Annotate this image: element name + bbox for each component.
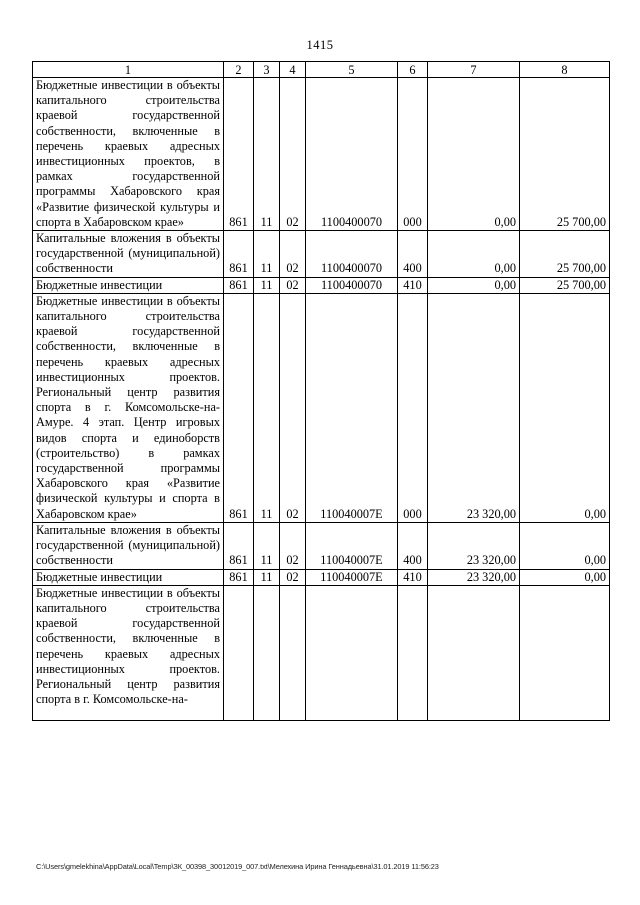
cell-target-article: 1100400070 <box>306 231 398 278</box>
cell-empty <box>224 585 254 720</box>
col-header: 7 <box>428 62 520 78</box>
cell-section: 11 <box>254 522 280 569</box>
page-number: 1415 <box>306 38 334 52</box>
cell-amount-8: 25 700,00 <box>520 231 610 278</box>
cell-section: 11 <box>254 293 280 522</box>
cell-target-article: 1100400070 <box>306 78 398 231</box>
cell-expense-type: 400 <box>398 231 428 278</box>
cell-expense-type: 000 <box>398 293 428 522</box>
cell-ministry-code: 861 <box>224 78 254 231</box>
cell-amount-8: 25 700,00 <box>520 78 610 231</box>
cell-ministry-code: 861 <box>224 293 254 522</box>
row-description: Бюджетные инвестиции в объекты капитального строительства краевой государственной собственности, включенные в перечень краевых адресных инвестиционных проектов. Региональный центр развития спорта в г. Комсомольске-на-Амуре. 4 этап. Центр игровых видов спорта и единоборств (строительство) в рамках государственной программы Хабаровского края «Развитие физической культуры и спорта в Хабаровском крае» <box>33 293 224 522</box>
header-row <box>33 62 610 78</box>
table-row <box>33 231 610 278</box>
row-description: Капитальные вложения в объекты государственной (муниципальной) собственности <box>33 231 224 278</box>
cell-amount-7: 23 320,00 <box>428 522 520 569</box>
cell-ministry-code: 861 <box>224 277 254 293</box>
cell-expense-type: 410 <box>398 277 428 293</box>
cell-subsection: 02 <box>280 293 306 522</box>
col-header: 2 <box>224 62 254 78</box>
row-description: Бюджетные инвестиции <box>33 569 224 585</box>
col-header: 8 <box>520 62 610 78</box>
cell-amount-8: 0,00 <box>520 522 610 569</box>
row-description: Бюджетные инвестиции в объекты капитального строительства краевой государственной собственности, включенные в перечень краевых адресных инвестиционных проектов. Региональный центр развития спорта в г. Комсомольске-на- <box>33 585 224 720</box>
footer-file-path: C:\Users\gmelekhina\AppData\Local\Temp\ЗК_00398_30012019_007.txt\Мелехина Ирина Геннадьевна\31.01.2019 11:56:23 <box>36 862 439 871</box>
cell-empty <box>398 585 428 720</box>
col-header: 4 <box>280 62 306 78</box>
table-row <box>33 293 610 522</box>
cell-amount-7: 0,00 <box>428 231 520 278</box>
cell-amount-7: 23 320,00 <box>428 569 520 585</box>
table-row <box>33 569 610 585</box>
table-row <box>33 277 610 293</box>
cell-subsection: 02 <box>280 522 306 569</box>
cell-target-article: 110040007E <box>306 293 398 522</box>
cell-subsection: 02 <box>280 569 306 585</box>
cell-expense-type: 410 <box>398 569 428 585</box>
col-header: 5 <box>306 62 398 78</box>
cell-amount-8: 0,00 <box>520 569 610 585</box>
cell-target-article: 110040007E <box>306 522 398 569</box>
cell-subsection: 02 <box>280 231 306 278</box>
table-row <box>33 78 610 231</box>
cell-amount-8: 25 700,00 <box>520 277 610 293</box>
cell-ministry-code: 861 <box>224 522 254 569</box>
budget-table <box>32 61 610 721</box>
cell-expense-type: 000 <box>398 78 428 231</box>
cell-amount-7: 0,00 <box>428 277 520 293</box>
cell-empty <box>520 585 610 720</box>
cell-section: 11 <box>254 231 280 278</box>
cell-empty <box>306 585 398 720</box>
cell-ministry-code: 861 <box>224 569 254 585</box>
cell-subsection: 02 <box>280 277 306 293</box>
table-row <box>33 522 610 569</box>
row-description: Капитальные вложения в объекты государственной (муниципальной) собственности <box>33 522 224 569</box>
table-row-continued <box>33 585 610 720</box>
row-description: Бюджетные инвестиции <box>33 277 224 293</box>
cell-amount-7: 0,00 <box>428 78 520 231</box>
cell-amount-7: 23 320,00 <box>428 293 520 522</box>
col-header: 6 <box>398 62 428 78</box>
col-header: 1 <box>33 62 224 78</box>
cell-expense-type: 400 <box>398 522 428 569</box>
cell-empty <box>280 585 306 720</box>
cell-subsection: 02 <box>280 78 306 231</box>
cell-ministry-code: 861 <box>224 231 254 278</box>
cell-target-article: 1100400070 <box>306 277 398 293</box>
cell-section: 11 <box>254 277 280 293</box>
cell-empty <box>254 585 280 720</box>
cell-empty <box>428 585 520 720</box>
col-header: 3 <box>254 62 280 78</box>
cell-section: 11 <box>254 569 280 585</box>
cell-target-article: 110040007E <box>306 569 398 585</box>
row-description: Бюджетные инвестиции в объекты капитального строительства краевой государственной собственности, включенные в перечень краевых адресных инвестиционных проектов, в рамках государственной программы Хабаровского края «Развитие физической культуры и спорта в Хабаровском крае» <box>33 78 224 231</box>
cell-section: 11 <box>254 78 280 231</box>
cell-amount-8: 0,00 <box>520 293 610 522</box>
